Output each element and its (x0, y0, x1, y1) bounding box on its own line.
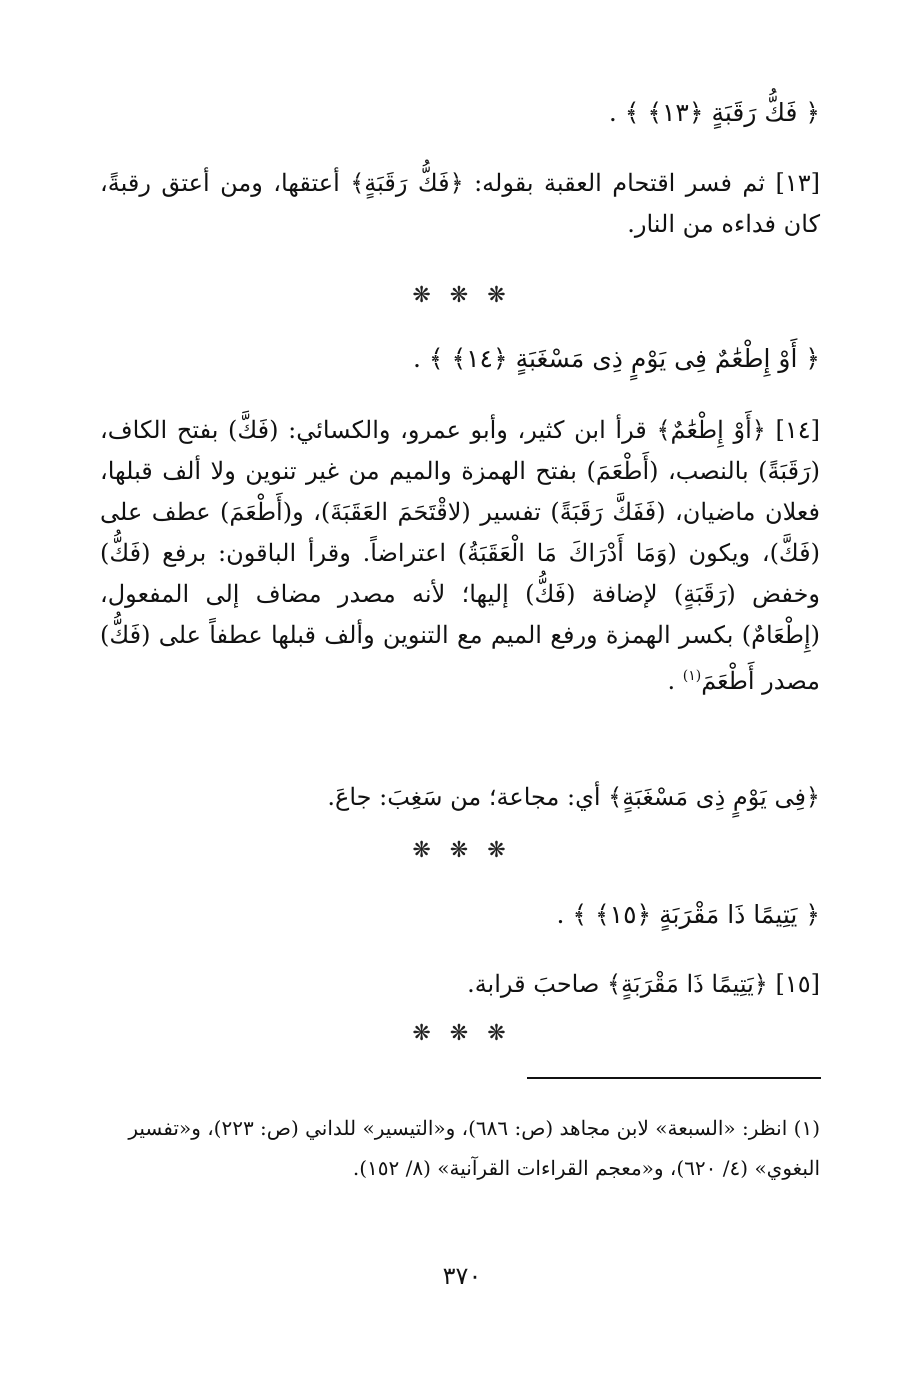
verse-13: ﴿ فَكُّ رَقَبَةٍ ﴿١٣﴾ ﴾ . (608, 98, 820, 127)
commentary-15: [١٥] ﴿يَتِيمًا ذَا مَقْرَبَةٍ﴾ صاحبَ قرابة. (467, 970, 820, 998)
footnote-divider (527, 1077, 821, 1079)
commentary-14-text: [١٤] ﴿أَوْ إِطْعَٰمٌ﴾ قرأ ابن كثير، وأبو عمرو، والكسائي: (فَكَّ) بفتح الكاف، (رَقَبَةً) بالنصب، (أَطْعَمَ) بفتح الهمزة والميم من غير تنوين ولا ألف قبلها، فعلان ماضيان، (فَفَكَّ رَقَبَةً) تفسير (لاقْتَحَمَ العَقَبَةَ)، و(أَطْعَمَ) عطف على (فَكَّ)، ويكون (وَمَا أَدْرَاكَ مَا الْعَقَبَةُ) اعتراضاً. وقرأ الباقون: برفع (فَكُّ) وخفض (رَقَبَةٍ) لإضافة (فَكُّ) إليها؛ لأنه مصدر مضاف إلى المفعول، (إِطْعَامٌ) بكسر الهمزة ورفع الميم مع التنوين وألف قبلها عطفاً على (فَكُّ) مصدر أَطْعَمَ (100, 416, 821, 695)
verse-15: ﴿ يَتِيمًا ذَا مَقْرَبَةٍ ﴿١٥﴾ ﴾ . (556, 900, 820, 929)
footnote-ref: (١) (682, 668, 702, 684)
commentary-14-end: . (667, 667, 676, 695)
verse-14: ﴿ أَوْ إِطْعَٰمٌ فِى يَوْمٍ ذِى مَسْغَبَةٍ ﴿١٤﴾ ﴾ . (412, 344, 820, 373)
section-separator: ❋ ❋ ❋ (412, 1021, 512, 1046)
commentary-14-meaning: ﴿فِى يَوْمٍ ذِى مَسْغَبَةٍ﴾ أي: مجاعة؛ من سَغِبَ: جاعَ. (327, 783, 820, 811)
section-separator: ❋ ❋ ❋ (412, 283, 512, 308)
commentary-14 (100, 410, 820, 702)
commentary-13: [١٣] ثم فسر اقتحام العقبة بقوله: ﴿فَكُّ رَقَبَةٍ﴾ أعتقها، ومن أعتق رقبةً، كان فداءه من النار. (100, 169, 820, 238)
footnote: (١) انظر: «السبعة» لابن مجاهد (ص: ٦٨٦)، و«التيسير» للداني (ص: ٢٢٣)، و«تفسير البغوي» (٤/ ٦٢٠)، و«معجم القراءات القرآنية» (٨/ ١٥٢). (128, 1116, 820, 1180)
section-separator: ❋ ❋ ❋ (412, 838, 512, 863)
page-number: ٣٧٠ (442, 1262, 482, 1290)
